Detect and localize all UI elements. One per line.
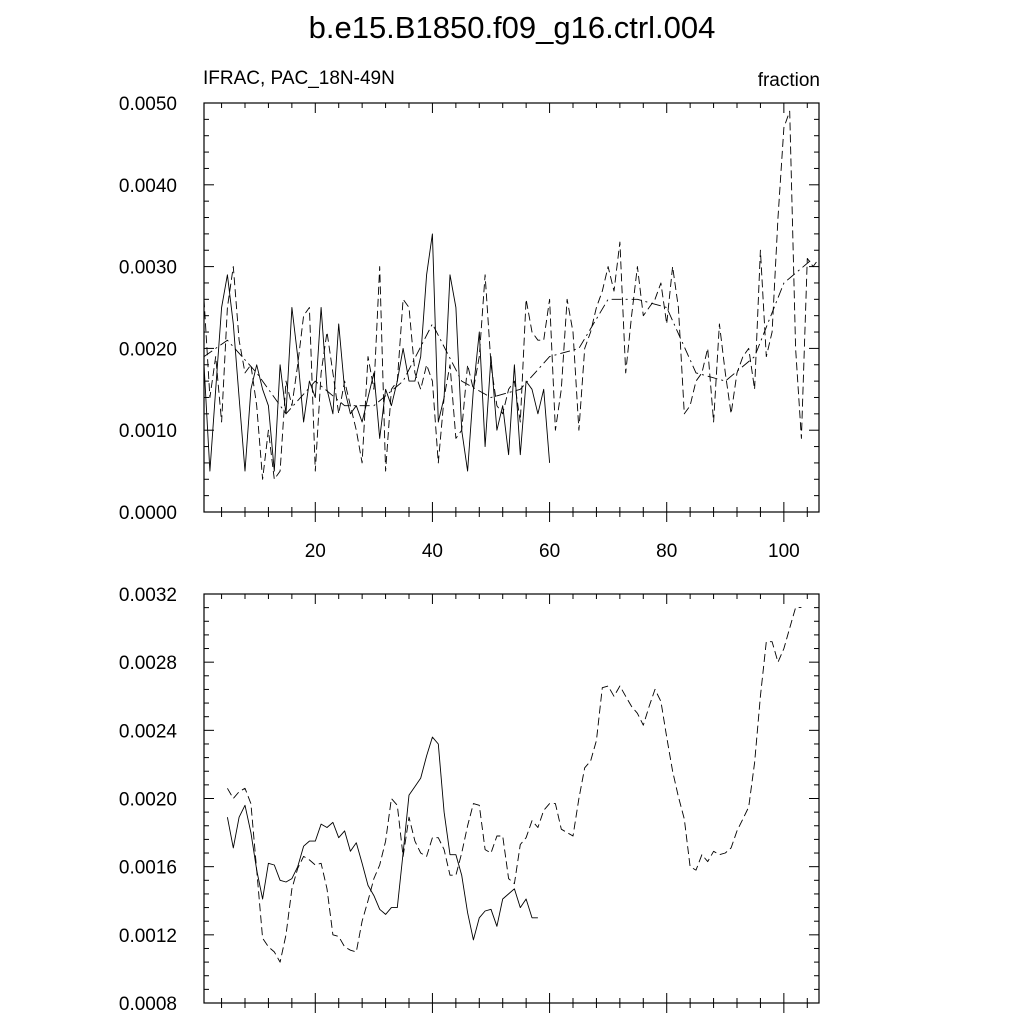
bottom-y-tick-label: 0.0016 [118,857,177,879]
bottom-y-tick-label: 0.0008 [118,994,177,1015]
bottom-series-solid-line [227,737,538,940]
top-y-tick-label: 0.0030 [118,257,177,279]
bottom-y-tick-label: 0.0012 [118,925,177,947]
top-x-tick-label: 80 [656,541,678,562]
top-x-tick-label: 20 [304,541,326,562]
top-panel-subtitle: IFRAC, PAC_18N-49N [203,68,395,89]
bottom-y-tick-label: 0.0020 [118,789,177,811]
bottom-series-dashed-line [227,608,801,963]
top-x-tick-label: 100 [768,541,800,562]
top-panel [119,68,820,562]
top-y-tick-label: 0.0020 [118,339,177,361]
top-plot-frame [204,103,819,512]
bottom-y-tick-label: 0.0028 [118,653,177,675]
top-y-tick-label: 0.0000 [118,503,177,524]
bottom-panel [119,585,819,1015]
top-panel-units-label: fraction [757,70,820,91]
top-x-tick-label: 60 [539,541,561,562]
top-series-solid-line [204,234,550,471]
bottom-y-tick-label: 0.0024 [118,721,177,743]
top-series-dashed-line [204,111,819,479]
figure-title: b.e15.B1850.f09_g16.ctrl.004 [308,10,716,45]
top-y-tick-label: 0.0050 [118,94,177,115]
bottom-plot-frame [204,594,819,1003]
top-y-tick-label: 0.0010 [118,421,177,443]
top-y-tick-label: 0.0040 [118,175,177,197]
top-x-tick-label: 40 [421,541,443,562]
bottom-y-tick-label: 0.0032 [118,585,177,606]
